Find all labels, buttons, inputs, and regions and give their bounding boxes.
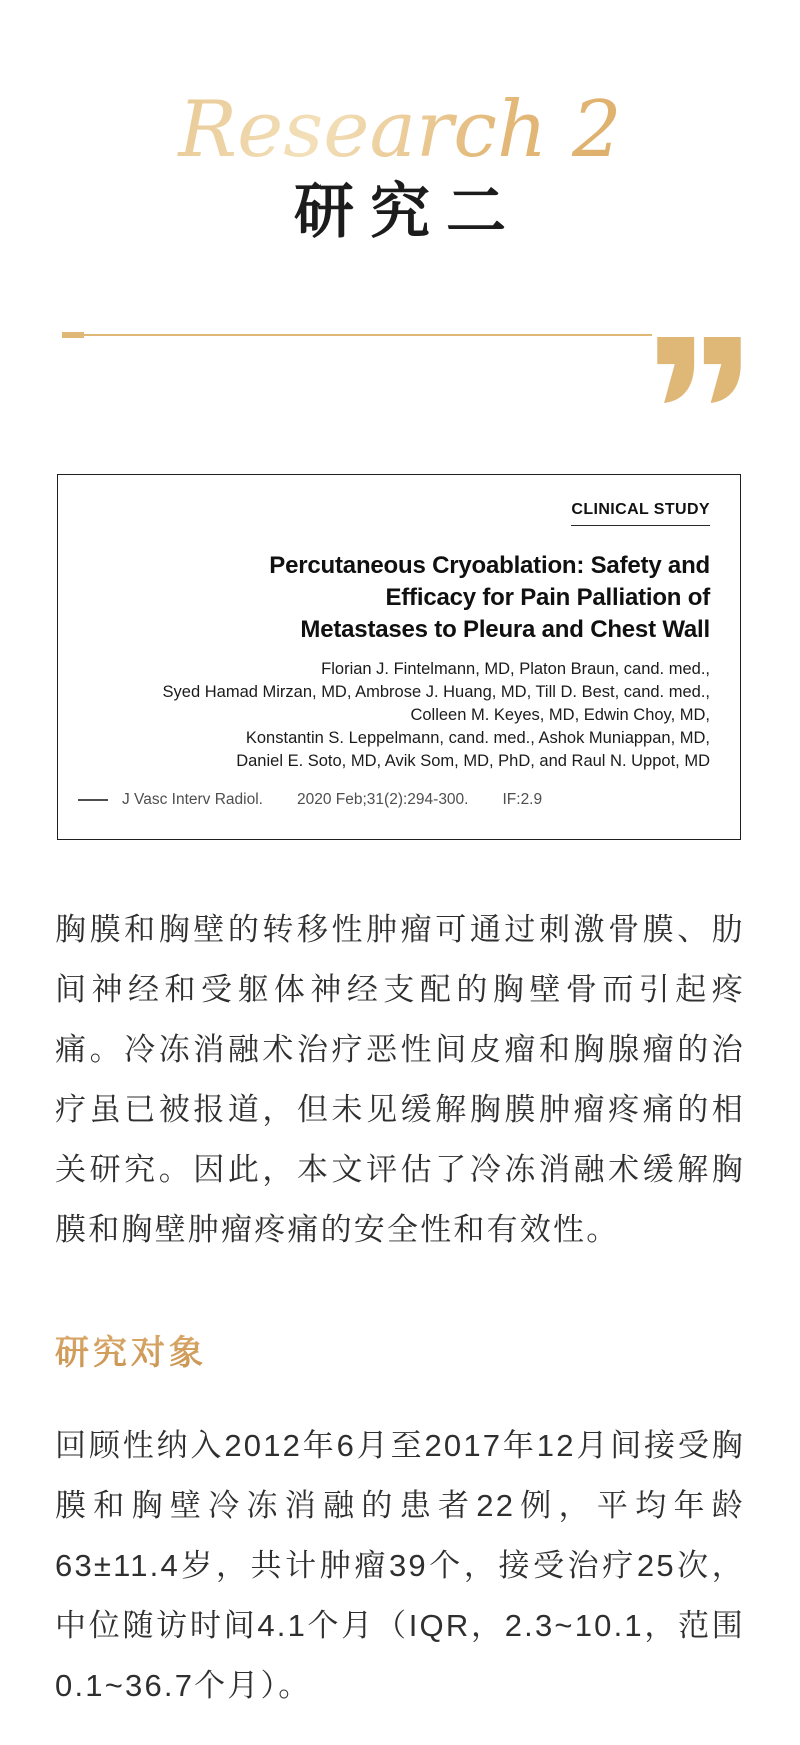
section-paragraph: 回顾性纳入2012年6月至2017年12月间接受胸膜和胸壁冷冻消融的患者22例，平均年龄63±11.4岁，共计肿瘤39个，接受治疗25次，中位随访时间4.1个月（IQR，2.3~10.1，范围0.1~36.7个月）。 bbox=[55, 1428, 745, 1703]
paper-citation-card bbox=[57, 474, 741, 840]
paper-title bbox=[78, 550, 710, 646]
intro-paragraph: 胸膜和胸壁的转移性肿瘤可通过刺激骨膜、肋间神经和受躯体神经支配的胸壁骨而引起疼痛。冷冻消融术治疗恶性间皮瘤和胸腺瘤的治疗虽已被报道，但未见缓解胸膜肿瘤疼痛的相关研究。因此，本文评估了冷冻消融术缓解胸膜和胸壁肿瘤疼痛的安全性和有效性。 bbox=[55, 912, 745, 1247]
author-line: Syed Hamad Mirzan, MD, Ambrose J. Huang, MD, Till D. Best, cand. med., bbox=[162, 683, 710, 701]
section-heading: 研究对象 bbox=[55, 1330, 207, 1376]
script-title: Research 2 bbox=[0, 88, 800, 172]
citation-journal: J Vasc Interv Radiol. bbox=[122, 791, 263, 808]
divider-line bbox=[62, 334, 652, 336]
citation-row bbox=[78, 791, 542, 809]
page-title: 研究二 bbox=[294, 177, 522, 247]
clinical-study-tag: CLINICAL STUDY bbox=[571, 501, 710, 526]
closing-quote-icon bbox=[657, 337, 741, 403]
author-line: Florian J. Fintelmann, MD, Platon Braun, cand. med., bbox=[321, 660, 710, 678]
author-line: Colleen M. Keyes, MD, Edwin Choy, MD, bbox=[410, 706, 710, 724]
paper-title-line: Metastases to Pleura and Chest Wall bbox=[300, 616, 710, 643]
citation-impact-factor: IF:2.9 bbox=[502, 791, 543, 808]
citation-issue: 2020 Feb;31(2):294-300. bbox=[297, 791, 469, 808]
author-line: Konstantin S. Leppelmann, cand. med., Ashok Muniappan, MD, bbox=[245, 729, 710, 747]
author-line: Daniel E. Soto, MD, Avik Som, MD, PhD, and Raul N. Uppot, MD bbox=[236, 752, 710, 770]
paper-authors bbox=[78, 658, 710, 773]
paper-title-line: Efficacy for Pain Palliation of bbox=[385, 584, 710, 611]
citation-dash bbox=[78, 799, 108, 801]
paper-title-line: Percutaneous Cryoablation: Safety and bbox=[269, 552, 710, 579]
